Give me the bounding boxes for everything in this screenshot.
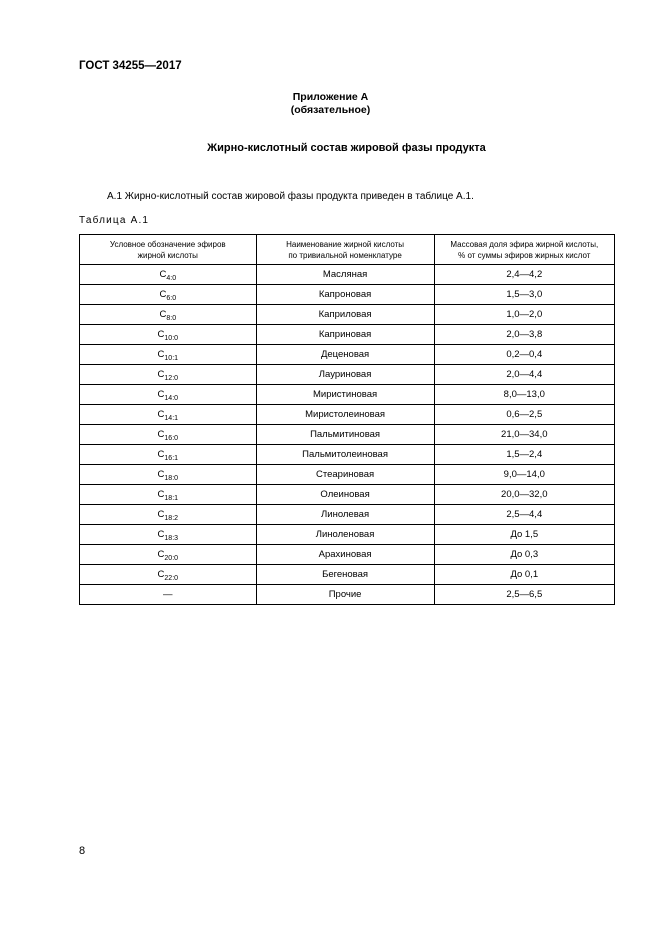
fatty-acid-table — [79, 234, 615, 605]
cell-acid-name: Бегеновая — [256, 565, 434, 585]
cell-symbol: $C_{4:0}$ — [80, 265, 257, 285]
cell-acid-name: Деценовая — [256, 345, 434, 365]
cell-mass-fraction: 0,6—2,5 — [434, 405, 614, 425]
cell-symbol: $C_{18:0}$ — [80, 465, 257, 485]
header-mass-fraction: Массовая доля эфира жирной кислоты, % от суммы эфиров жирных кислот — [434, 235, 614, 265]
cell-mass-fraction: 1,0—2,0 — [434, 305, 614, 325]
table-row — [80, 405, 615, 425]
cell-acid-name: Масляная — [256, 265, 434, 285]
table-row — [80, 265, 615, 285]
cell-mass-fraction: До 0,1 — [434, 565, 614, 585]
table-row — [80, 585, 615, 605]
cell-mass-fraction: 2,0—3,8 — [434, 325, 614, 345]
intro-paragraph: А.1 Жирно-кислотный состав жировой фазы продукта приведен в таблице А.1. — [107, 191, 474, 202]
cell-symbol: $C_{12:0}$ — [80, 365, 257, 385]
table-row — [80, 505, 615, 525]
cell-symbol: $C_{6:0}$ — [80, 285, 257, 305]
cell-acid-name: Лауриновая — [256, 365, 434, 385]
page-number: 8 — [79, 845, 86, 857]
cell-acid-name: Линолевая — [256, 505, 434, 525]
cell-mass-fraction: 2,5—6,5 — [434, 585, 614, 605]
cell-acid-name: Каприловая — [256, 305, 434, 325]
table-row — [80, 545, 615, 565]
cell-acid-name: Миристолеиновая — [256, 405, 434, 425]
annex-title: Приложение А — [292, 91, 369, 103]
cell-acid-name: Арахиновая — [256, 545, 434, 565]
cell-mass-fraction: 21,0—34,0 — [434, 425, 614, 445]
document-header: ГОСТ 34255—2017 — [79, 60, 182, 72]
table-row — [80, 525, 615, 545]
cell-mass-fraction: 2,5—4,4 — [434, 505, 614, 525]
cell-mass-fraction: 1,5—3,0 — [434, 285, 614, 305]
cell-acid-name: Линоленовая — [256, 525, 434, 545]
cell-acid-name: Миристиновая — [256, 385, 434, 405]
cell-mass-fraction: 2,4—4,2 — [434, 265, 614, 285]
table-row — [80, 325, 615, 345]
cell-mass-fraction: 0,2—0,4 — [434, 345, 614, 365]
cell-mass-fraction: 20,0—32,0 — [434, 485, 614, 505]
table-row — [80, 565, 615, 585]
table-row — [80, 465, 615, 485]
cell-acid-name: Каприновая — [256, 325, 434, 345]
cell-symbol: $C_{18:2}$ — [80, 505, 257, 525]
table-row — [80, 305, 615, 325]
cell-acid-name: Пальмитиновая — [256, 425, 434, 445]
cell-symbol: $C_{16:1}$ — [80, 445, 257, 465]
annex-status: (обязательное) — [290, 104, 371, 116]
table-row — [80, 425, 615, 445]
table-row — [80, 485, 615, 505]
cell-acid-name: Капроновая — [256, 285, 434, 305]
cell-symbol: — — [80, 585, 257, 605]
cell-symbol: $C_{22:0}$ — [80, 565, 257, 585]
cell-symbol: $C_{18:1}$ — [80, 485, 257, 505]
table-row — [80, 345, 615, 365]
table-body — [80, 265, 615, 605]
annex-heading — [0, 91, 661, 117]
cell-mass-fraction: 8,0—13,0 — [434, 385, 614, 405]
cell-acid-name: Стеариновая — [256, 465, 434, 485]
cell-mass-fraction: До 1,5 — [434, 525, 614, 545]
header-symbol: Условное обозначение эфиров жирной кислоты — [80, 235, 257, 265]
table-row — [80, 385, 615, 405]
cell-mass-fraction: 9,0—14,0 — [434, 465, 614, 485]
cell-symbol: $C_{14:1}$ — [80, 405, 257, 425]
table-header-row — [80, 235, 615, 265]
cell-acid-name: Олеиновая — [256, 485, 434, 505]
cell-symbol: $C_{16:0}$ — [80, 425, 257, 445]
cell-mass-fraction: 1,5—2,4 — [434, 445, 614, 465]
header-acid-name: Наименование жирной кислоты по тривиальной номенклатуре — [256, 235, 434, 265]
table-row — [80, 445, 615, 465]
cell-symbol: $C_{8:0}$ — [80, 305, 257, 325]
table-row — [80, 365, 615, 385]
section-title: Жирно-кислотный состав жировой фазы продукта — [207, 142, 486, 154]
cell-symbol: $C_{14:0}$ — [80, 385, 257, 405]
cell-symbol: $C_{18:3}$ — [80, 525, 257, 545]
cell-acid-name: Пальмитолеиновая — [256, 445, 434, 465]
cell-symbol: $C_{10:1}$ — [80, 345, 257, 365]
cell-mass-fraction: 2,0—4,4 — [434, 365, 614, 385]
table-label: Таблица А.1 — [79, 215, 150, 226]
cell-acid-name: Прочие — [256, 585, 434, 605]
cell-symbol: $C_{20:0}$ — [80, 545, 257, 565]
cell-symbol: $C_{10:0}$ — [80, 325, 257, 345]
cell-mass-fraction: До 0,3 — [434, 545, 614, 565]
table-row — [80, 285, 615, 305]
